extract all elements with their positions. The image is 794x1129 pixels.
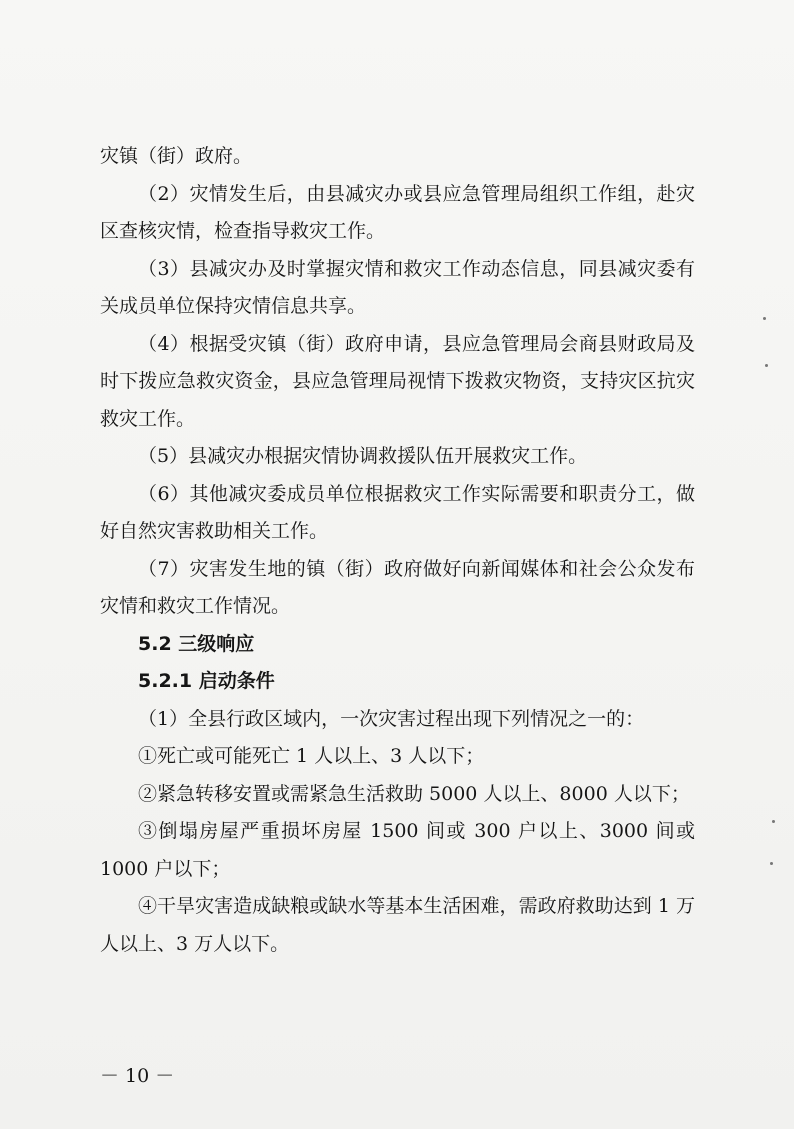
paragraph-5: （5）县减灾办根据灾情协调救援队伍开展救灾工作。	[138, 445, 588, 467]
page-number: － 10 －	[100, 1065, 175, 1087]
paragraph-3: （3）县减灾办及时掌握灾情和救灾工作动态信息，同县减灾委有关成员单位保持灾情信息共享。	[100, 257, 695, 317]
paragraph-1: 灾镇（街）政府。	[100, 145, 253, 167]
condition-item-3: ③倒塌房屋严重损坏房屋 1500 间或 300 户以上、3000 间或 1000 户以下；	[100, 820, 702, 880]
paragraph-4: （4）根据受灾镇（街）政府申请，县应急管理局会商县财政局及时下拨应急救灾资金，县应急管理局视情下拨救灾物资，支持灾区抗灾救灾工作。	[100, 332, 695, 430]
scan-speck	[763, 317, 766, 320]
paragraph-condition-intro: （1）全县行政区域内，一次灾害过程出现下列情况之一的：	[138, 707, 645, 730]
body-text	[100, 138, 702, 963]
scan-speck	[765, 364, 768, 367]
paragraph-7: （7）灾害发生地的镇（街）政府做好向新闻媒体和社会公众发布灾情和救灾工作情况。	[100, 557, 695, 617]
paragraph-6: （6）其他减灾委成员单位根据救灾工作实际需要和职责分工，做好自然灾害救助相关工作。	[100, 482, 695, 542]
subsection-heading-5-2-1: 5.2.1 启动条件	[138, 670, 275, 692]
section-heading-5-2: 5.2 三级响应	[138, 632, 255, 655]
paragraph-2: （2）灾情发生后，由县减灾办或县应急管理局组织工作组，赴灾区查核灾情，检查指导救灾工作。	[100, 182, 695, 242]
condition-item-2: ②紧急转移安置或需紧急生活救助 5000 人以上、8000 人以下；	[138, 782, 690, 805]
condition-item-4: ④干旱灾害造成缺粮或缺水等基本生活困难，需政府救助达到 1 万人以上、3 万人以下。	[100, 895, 695, 955]
condition-item-1: ①死亡或可能死亡 1 人以上、3 人以下；	[138, 745, 485, 767]
scan-speck	[770, 862, 773, 865]
scan-speck	[772, 820, 775, 823]
